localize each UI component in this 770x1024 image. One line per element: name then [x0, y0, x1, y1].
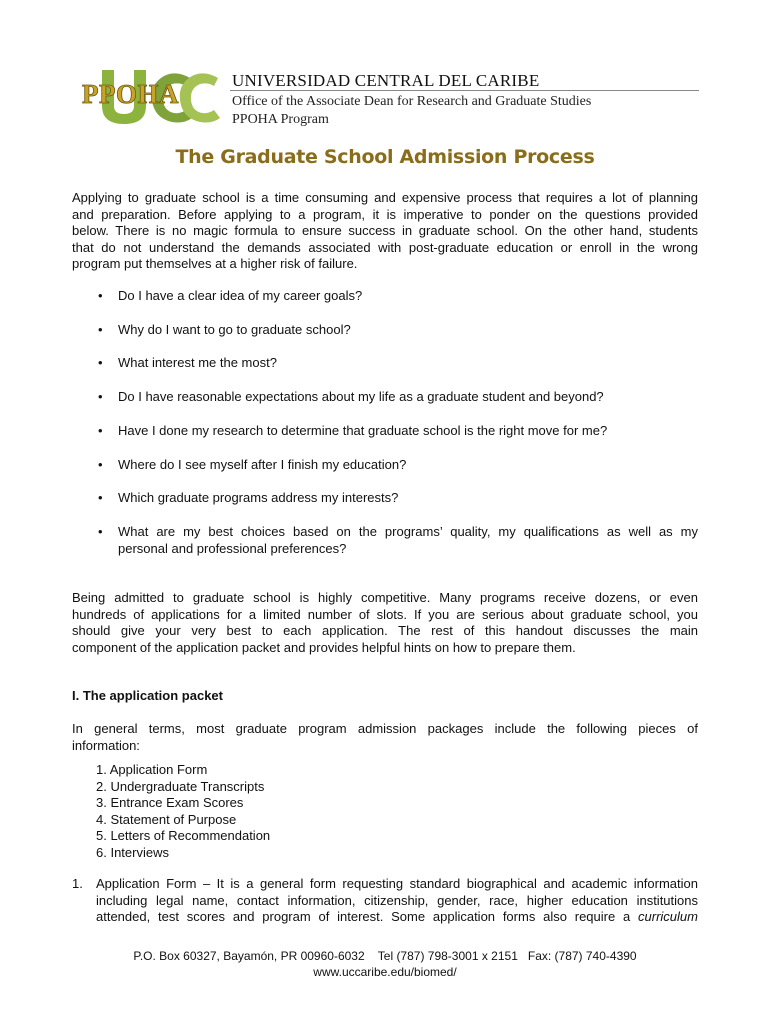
competition-paragraph	[72, 590, 698, 656]
institution-name: UNIVERSIDAD CENTRAL DEL CARIBE	[232, 71, 540, 90]
detail-number: 1.	[72, 876, 83, 891]
question-text: Where do I see myself after I finish my education?	[118, 456, 407, 472]
footer-address: P.O. Box 60327, Bayamón, PR 00960-6032 Tel (787) 798-3001 x 2151 Fax: (787) 740-4390	[133, 949, 637, 963]
logo-graphic	[80, 66, 220, 130]
bullet-icon: •	[98, 288, 103, 303]
paragraph-line: should give your very best to each application. The rest of this handout discusses the main	[72, 623, 698, 638]
list-item: 3. Entrance Exam Scores	[96, 795, 244, 810]
paragraph-line: In general terms, most graduate program admission packages include the following pieces of	[72, 721, 698, 736]
intro-line: that do not understand the demands associated with post-graduate education or enroll in the wrong	[72, 239, 698, 255]
paragraph-line: component of the application packet and provides helpful hints on how to prepare them.	[72, 639, 576, 655]
question-text: What interest me the most?	[118, 355, 277, 370]
list-item: 2. Undergraduate Transcripts	[96, 778, 265, 794]
paragraph-line: Application Form – It is a general form requesting standard biographical and academic information	[96, 876, 698, 891]
bullet-icon: •	[98, 490, 103, 505]
footer-url[interactable]: www.uccaribe.edu/biomed/	[313, 965, 457, 979]
intro-line: below. There is no magic formula to ensure success in graduate school. On the other hand, students	[72, 223, 698, 238]
program-name: PPOHA Program	[232, 112, 329, 127]
question-text: Do I have reasonable expectations about my life as a graduate student and beyond?	[118, 389, 604, 404]
intro-line: Applying to graduate school is a time consuming and expensive process that requires a lot of planning	[72, 190, 698, 205]
italic-word: curriculum	[638, 909, 698, 924]
question-text: Do I have a clear idea of my career goals?	[118, 288, 363, 303]
ucc-ppoha-logo	[80, 66, 220, 130]
paragraph-line: hundreds of applications for a limited number of slots. If you are serious about graduate school, you	[72, 606, 698, 622]
list-item: 4. Statement of Purpose	[96, 811, 237, 827]
list-item: 6. Interviews	[96, 844, 169, 860]
bullet-icon: •	[98, 355, 103, 370]
bullet-icon: •	[98, 422, 103, 438]
intro-paragraph	[72, 190, 698, 273]
header-divider	[230, 90, 699, 91]
intro-line: program put themselves at a higher risk of failure.	[72, 256, 358, 271]
list-item: 1. Application Form	[96, 762, 208, 777]
question-text: Why do I want to go to graduate school?	[118, 321, 351, 337]
paragraph-line-text: attended, test scores and program of interest. Some application forms also require a	[96, 909, 631, 924]
question-text: Have I done my research to determine that graduate school is the right move for me?	[118, 422, 608, 438]
question-text: What are my best choices based on the programs’ quality, my qualifications as well as my	[118, 524, 698, 539]
detail-text	[96, 876, 698, 926]
packet-items-list	[96, 762, 270, 861]
paragraph-line: Being admitted to graduate school is highly competitive. Many programs receive dozens, or even	[72, 590, 698, 605]
paragraph-line	[96, 909, 698, 926]
logo-ppoha-text: PPOHA	[82, 79, 179, 109]
bullet-icon: •	[98, 524, 103, 539]
packet-intro-paragraph	[72, 721, 698, 754]
question-text: Which graduate programs address my interests?	[118, 490, 399, 505]
question-text: personal and professional preferences?	[118, 540, 347, 556]
bullet-icon: •	[98, 389, 103, 404]
paragraph-line: information:	[72, 737, 140, 753]
intro-line: and preparation. Before applying to a program, it is imperative to ponder on the questions provided	[72, 206, 698, 222]
paragraph-line: including legal name, contact information, citizenship, gender, race, higher education institutions	[96, 892, 698, 908]
section-heading: I. The application packet	[72, 688, 223, 703]
office-name: Office of the Associate Dean for Research and Graduate Studies	[232, 94, 592, 109]
list-item: 5. Letters of Recommendation	[96, 828, 271, 843]
page-footer	[0, 948, 770, 980]
document-title: The Graduate School Admission Process	[175, 146, 595, 168]
bullet-icon: •	[98, 321, 103, 337]
bullet-icon: •	[98, 456, 103, 472]
